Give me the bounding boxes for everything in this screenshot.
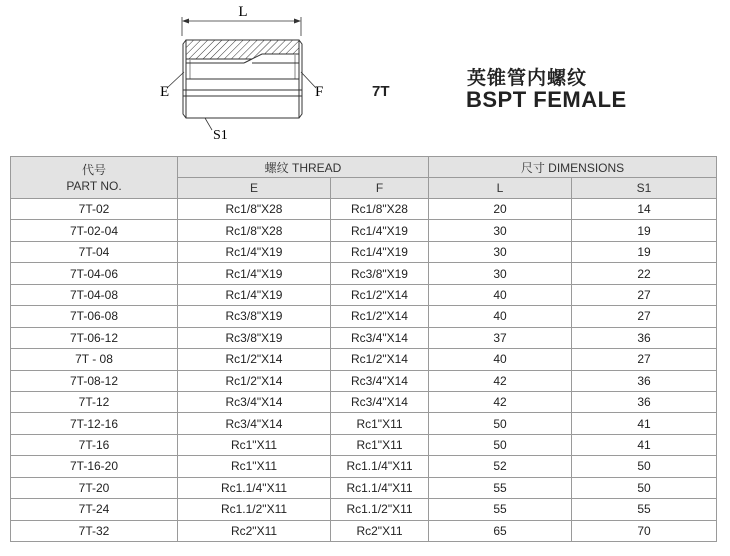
cell-hex-s1: 41: [572, 434, 717, 455]
cell-thread-f: Rc3/4"X14: [331, 327, 429, 348]
cell-thread-f: Rc1/4"X19: [331, 220, 429, 241]
cell-part-no: 7T-06-08: [11, 306, 178, 327]
fitting-drawing: [150, 0, 340, 150]
cell-thread-e: Rc1"X11: [178, 456, 331, 477]
part-no-header-en: PART NO.: [66, 178, 122, 193]
cell-thread-f: Rc1/2"X14: [331, 306, 429, 327]
cell-hex-s1: 19: [572, 241, 717, 262]
cell-hex-s1: 70: [572, 520, 717, 541]
cell-length-l: 40: [429, 349, 572, 370]
cell-hex-s1: 50: [572, 477, 717, 498]
column-header-s1: S1: [572, 178, 717, 199]
cell-length-l: 30: [429, 241, 572, 262]
cell-thread-f: Rc1"X11: [331, 413, 429, 434]
cell-length-l: 30: [429, 220, 572, 241]
cell-part-no: 7T-12-16: [11, 413, 178, 434]
table-row: [11, 349, 717, 370]
column-header-e: E: [178, 178, 331, 199]
cell-length-l: 42: [429, 391, 572, 412]
spec-table: [10, 156, 717, 542]
cell-hex-s1: 27: [572, 349, 717, 370]
cell-thread-e: Rc1/8"X28: [178, 220, 331, 241]
cell-thread-f: Rc1.1/4"X11: [331, 456, 429, 477]
cell-thread-f: Rc3/8"X19: [331, 263, 429, 284]
cell-thread-e: Rc1/8"X28: [178, 199, 331, 220]
cell-thread-f: Rc3/4"X14: [331, 370, 429, 391]
table-row: [11, 327, 717, 348]
cell-hex-s1: 50: [572, 456, 717, 477]
part-no-header: [11, 157, 178, 199]
cell-thread-e: Rc1.1/2"X11: [178, 499, 331, 520]
cell-thread-f: Rc1.1/4"X11: [331, 477, 429, 498]
thread-e-label: E: [160, 84, 170, 100]
table-row: [11, 434, 717, 455]
cell-thread-e: Rc1.1/4"X11: [178, 477, 331, 498]
cell-part-no: 7T-04-06: [11, 263, 178, 284]
cell-thread-f: Rc1/8"X28: [331, 199, 429, 220]
cell-thread-f: Rc1/2"X14: [331, 284, 429, 305]
cell-hex-s1: 27: [572, 306, 717, 327]
cell-length-l: 30: [429, 263, 572, 284]
table-row: [11, 370, 717, 391]
thread-group-header: 螺纹 THREAD: [178, 157, 429, 178]
table-row: [11, 220, 717, 241]
cell-length-l: 42: [429, 370, 572, 391]
cell-thread-e: Rc1/4"X19: [178, 284, 331, 305]
cell-part-no: 7T-24: [11, 499, 178, 520]
cell-thread-e: Rc1"X11: [178, 434, 331, 455]
cell-thread-e: Rc3/4"X14: [178, 391, 331, 412]
cell-hex-s1: 55: [572, 499, 717, 520]
cell-thread-e: Rc1/4"X19: [178, 241, 331, 262]
cell-thread-e: Rc2"X11: [178, 520, 331, 541]
cell-thread-e: Rc3/8"X19: [178, 306, 331, 327]
cell-hex-s1: 27: [572, 284, 717, 305]
cell-part-no: 7T-04-08: [11, 284, 178, 305]
table-row: [11, 520, 717, 541]
title-chinese: 英锥管内螺纹: [467, 67, 588, 89]
cell-thread-e: Rc1/4"X19: [178, 263, 331, 284]
cell-thread-e: Rc3/4"X14: [178, 413, 331, 434]
cell-part-no: 7T-16-20: [11, 456, 178, 477]
column-header-f: F: [331, 178, 429, 199]
cell-thread-f: Rc2"X11: [331, 520, 429, 541]
cell-length-l: 55: [429, 499, 572, 520]
cell-part-no: 7T - 08: [11, 349, 178, 370]
cell-length-l: 40: [429, 306, 572, 327]
cell-hex-s1: 22: [572, 263, 717, 284]
cell-thread-f: Rc1.1/2"X11: [331, 499, 429, 520]
cell-part-no: 7T-12: [11, 391, 178, 412]
length-label: L: [238, 4, 248, 20]
hex-s1-label: S1: [213, 128, 228, 143]
cell-thread-f: Rc1/4"X19: [331, 241, 429, 262]
cell-length-l: 37: [429, 327, 572, 348]
cell-hex-s1: 36: [572, 391, 717, 412]
cell-hex-s1: 36: [572, 370, 717, 391]
cell-part-no: 7T-02-04: [11, 220, 178, 241]
cell-part-no: 7T-08-12: [11, 370, 178, 391]
cell-hex-s1: 36: [572, 327, 717, 348]
title-english: BSPT FEMALE: [466, 87, 627, 112]
cell-hex-s1: 41: [572, 413, 717, 434]
table-row: [11, 241, 717, 262]
product-code: 7T: [372, 83, 390, 100]
cell-length-l: 50: [429, 413, 572, 434]
cell-thread-e: Rc3/8"X19: [178, 327, 331, 348]
cell-hex-s1: 14: [572, 199, 717, 220]
table-row: [11, 499, 717, 520]
dimensions-group-header: 尺寸 DIMENSIONS: [429, 157, 717, 178]
cell-part-no: 7T-20: [11, 477, 178, 498]
cell-hex-s1: 19: [572, 220, 717, 241]
thread-f-label: F: [315, 84, 324, 100]
cell-length-l: 50: [429, 434, 572, 455]
cell-thread-f: Rc1/2"X14: [331, 349, 429, 370]
cell-length-l: 65: [429, 520, 572, 541]
cell-thread-f: Rc1"X11: [331, 434, 429, 455]
table-row: [11, 477, 717, 498]
column-header-l: L: [429, 178, 572, 199]
table-row: [11, 284, 717, 305]
table-row: [11, 391, 717, 412]
cell-part-no: 7T-06-12: [11, 327, 178, 348]
table-row: [11, 306, 717, 327]
fitting-body: [183, 40, 302, 118]
spec-table-body: [11, 199, 717, 542]
cell-part-no: 7T-02: [11, 199, 178, 220]
cell-length-l: 52: [429, 456, 572, 477]
cell-length-l: 55: [429, 477, 572, 498]
cell-part-no: 7T-32: [11, 520, 178, 541]
part-no-header-cn: 代号: [81, 162, 106, 177]
cell-part-no: 7T-04: [11, 241, 178, 262]
table-row: [11, 413, 717, 434]
cell-part-no: 7T-16: [11, 434, 178, 455]
table-row: [11, 263, 717, 284]
table-row: [11, 199, 717, 220]
cell-thread-e: Rc1/2"X14: [178, 370, 331, 391]
cell-length-l: 20: [429, 199, 572, 220]
table-row: [11, 456, 717, 477]
cell-thread-e: Rc1/2"X14: [178, 349, 331, 370]
cell-thread-f: Rc3/4"X14: [331, 391, 429, 412]
cell-length-l: 40: [429, 284, 572, 305]
